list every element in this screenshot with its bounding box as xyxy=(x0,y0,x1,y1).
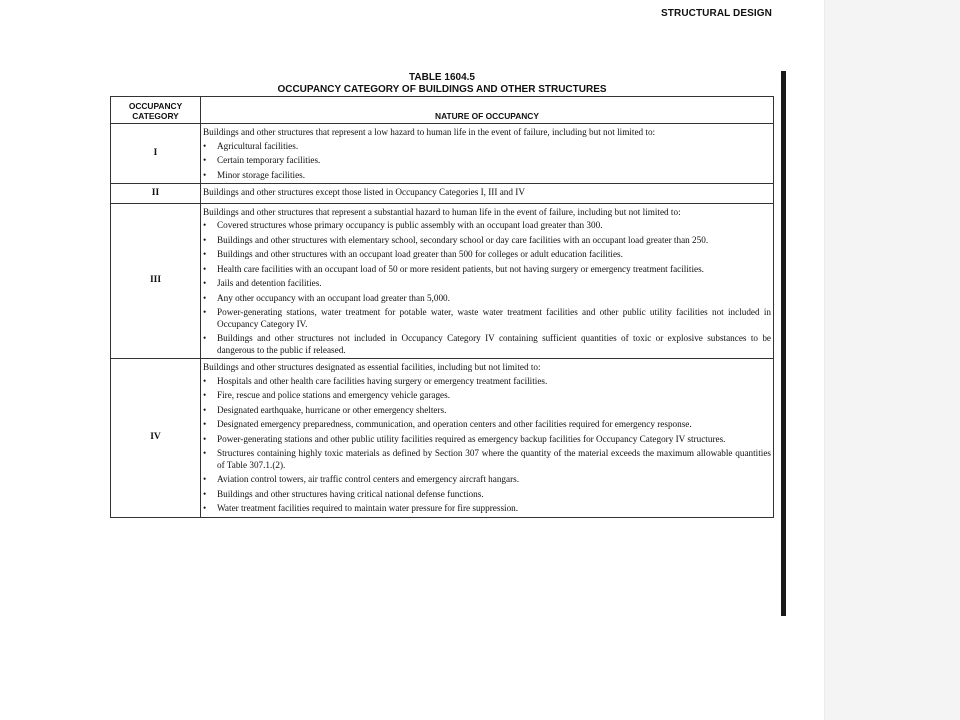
running-head: STRUCTURAL DESIGN xyxy=(661,8,772,19)
list-item: • Buildings and other structures having critical national defense functions. xyxy=(203,489,771,501)
list-item: • Designated earthquake, hurricane or other emergency shelters. xyxy=(203,405,771,417)
category-cell: IV xyxy=(111,359,201,518)
table-number: TABLE 1604.5 xyxy=(409,72,475,83)
nature-cell xyxy=(201,359,774,518)
nature-intro: Buildings and other structures except those listed in Occupancy Categories I, III and IV xyxy=(203,187,525,197)
table-row-category-iii xyxy=(111,203,774,359)
header-nature-of-occupancy: NATURE OF OCCUPANCY xyxy=(201,97,774,124)
nature-intro: Buildings and other structures that represent a substantial hazard to human life in the event of failure, including but not limited to: xyxy=(203,206,681,217)
table-row-category-i xyxy=(111,124,774,184)
list-item: • Fire, rescue and police stations and emergency vehicle garages. xyxy=(203,390,771,402)
occupancy-table xyxy=(110,96,774,518)
nature-list xyxy=(203,220,771,356)
nature-cell xyxy=(201,124,774,184)
nature-list xyxy=(203,376,771,515)
list-item: • Power-generating stations and other public utility facilities required as emergency backup facilities for Occupancy Category IV structures. xyxy=(203,434,771,446)
list-item: • Certain temporary facilities. xyxy=(203,155,771,167)
nature-list xyxy=(203,141,771,182)
table-caption: OCCUPANCY CATEGORY OF BUILDINGS AND OTHER STRUCTURES xyxy=(277,84,607,95)
header-occupancy-category: OCCUPANCY CATEGORY xyxy=(111,97,201,124)
nature-cell xyxy=(201,184,774,204)
category-cell: III xyxy=(111,203,201,359)
revision-bar xyxy=(781,71,786,616)
list-item: • Jails and detention facilities. xyxy=(203,278,771,290)
list-item: • Agricultural facilities. xyxy=(203,141,771,153)
nature-intro: Buildings and other structures that represent a low hazard to human life in the event of failure, including but not limited to: xyxy=(203,127,656,137)
list-item: • Buildings and other structures not included in Occupancy Category IV containing sufficient quantities of toxic or explosive substances to be dangerous to the public if released. xyxy=(203,333,771,356)
list-item: • Health care facilities with an occupant load of 50 or more resident patients, but not having surgery or emergency treatment facilities. xyxy=(203,264,771,276)
list-item: • Power-generating stations, water treatment for potable water, waste water treatment facilities and other public utility facilities not included in Occupancy Category IV. xyxy=(203,307,771,330)
nature-intro: Buildings and other structures designated as essential facilities, including but not limited to: xyxy=(203,362,541,372)
table-header-row xyxy=(111,97,774,124)
table-title xyxy=(110,72,774,96)
list-item: • Any other occupancy with an occupant load greater than 5,000. xyxy=(203,293,771,305)
list-item: • Covered structures whose primary occupancy is public assembly with an occupant load greater than 300. xyxy=(203,220,771,232)
list-item: • Water treatment facilities required to maintain water pressure for fire suppression. xyxy=(203,503,771,515)
list-item: • Structures containing highly toxic materials as defined by Section 307 where the quantity of the material exceeds the maximum allowable quantities of Table 307.1.(2). xyxy=(203,448,771,471)
list-item: • Hospitals and other health care facilities having surgery or emergency treatment facilities. xyxy=(203,376,771,388)
list-item: • Buildings and other structures with elementary school, secondary school or day care facilities with an occupant load greater than 250. xyxy=(203,235,771,247)
list-item: • Buildings and other structures with an occupant load greater than 500 for colleges or adult education facilities. xyxy=(203,249,771,261)
table-row-category-iv xyxy=(111,359,774,518)
viewer-side-panel xyxy=(824,0,960,720)
nature-cell xyxy=(201,203,774,359)
table-row-category-ii xyxy=(111,184,774,204)
list-item: • Minor storage facilities. xyxy=(203,170,771,182)
category-cell: I xyxy=(111,124,201,184)
list-item: • Designated emergency preparedness, communication, and operation centers and other facilities required for emergency response. xyxy=(203,419,771,431)
category-cell: II xyxy=(111,184,201,204)
list-item: • Aviation control towers, air traffic control centers and emergency aircraft hangars. xyxy=(203,474,771,486)
